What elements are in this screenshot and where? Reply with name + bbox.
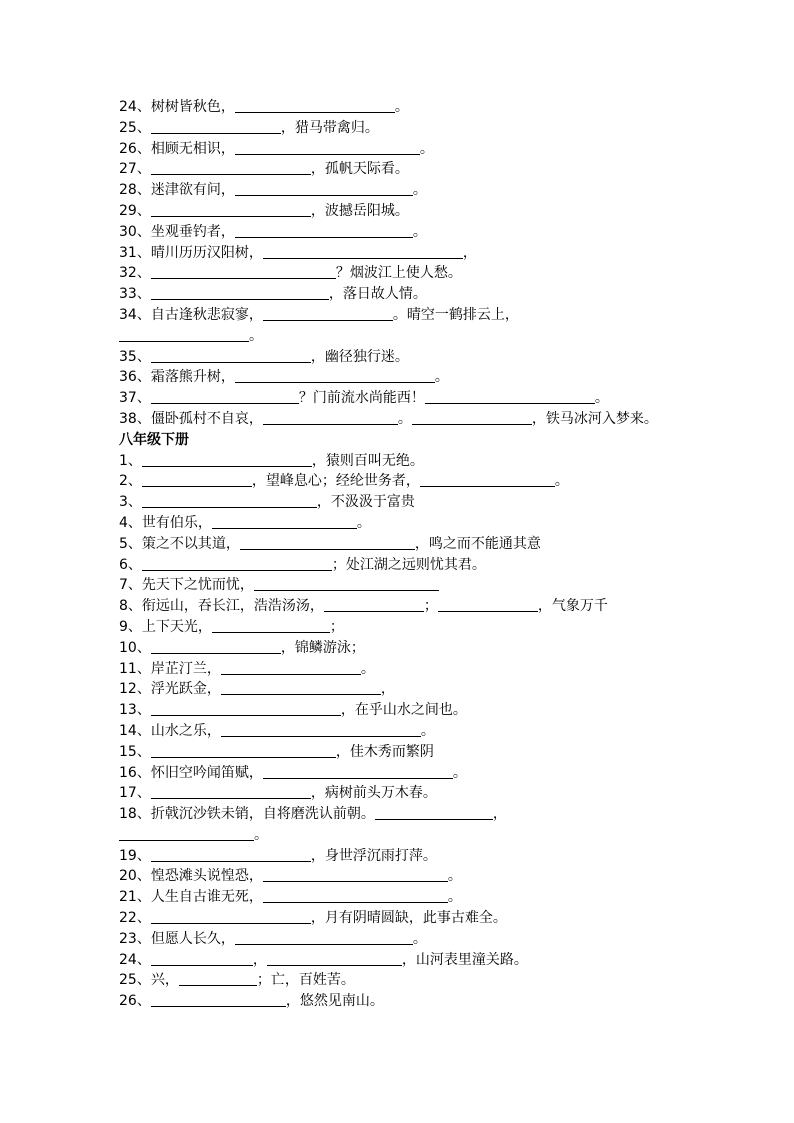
answer-blank[interactable] — [151, 118, 281, 134]
question-line — [119, 700, 719, 721]
question-number: 1 — [119, 452, 128, 469]
question-separator: 、 — [136, 910, 151, 927]
question-number: 22 — [119, 910, 137, 927]
question-text: ，在乎山水之间也。 — [340, 702, 467, 719]
question-separator: 、 — [136, 99, 151, 115]
question-separator: 、 — [136, 868, 151, 885]
question-number: 4 — [119, 514, 128, 531]
question-line — [119, 222, 719, 243]
answer-blank[interactable] — [151, 201, 311, 217]
question-number: 14 — [119, 722, 137, 739]
question-text: 山水之乐， — [150, 722, 221, 739]
question-line — [119, 492, 719, 513]
answer-blank[interactable] — [142, 555, 332, 571]
question-number: 25 — [119, 119, 137, 136]
question-separator: 、 — [136, 306, 151, 323]
question-separator: 、 — [136, 806, 151, 823]
answer-blank[interactable] — [438, 596, 538, 612]
question-text: ；亡，百姓苦。 — [256, 972, 355, 989]
question-separator: 、 — [136, 951, 151, 968]
question-separator: 、 — [136, 161, 151, 178]
question-line — [119, 180, 719, 201]
question-separator: 、 — [127, 535, 142, 552]
question-number: 6 — [119, 556, 128, 573]
question-text: ， — [492, 806, 507, 823]
question-text: ，孤帆天际看。 — [310, 161, 409, 178]
question-line — [119, 929, 719, 950]
answer-blank[interactable] — [212, 513, 357, 529]
question-separator: 、 — [127, 452, 142, 469]
question-separator: 、 — [136, 390, 151, 407]
question-text: 。 — [420, 722, 435, 739]
answer-blank[interactable] — [212, 617, 330, 633]
question-separator: 、 — [127, 577, 142, 594]
question-line — [119, 139, 719, 160]
question-text: ，波撼岳阳城。 — [310, 202, 409, 219]
answer-blank[interactable] — [263, 763, 453, 779]
answer-blank[interactable] — [151, 908, 311, 924]
answer-blank[interactable] — [151, 700, 341, 716]
question-number: 5 — [119, 535, 128, 552]
question-number: 18 — [119, 806, 137, 823]
question-number: 37 — [119, 390, 137, 407]
question-line — [119, 284, 719, 305]
question-number: 31 — [119, 244, 137, 261]
question-number: 34 — [119, 306, 137, 323]
question-text: 岸芷汀兰， — [150, 660, 221, 677]
question-number: 10 — [119, 639, 137, 656]
answer-blank[interactable] — [221, 721, 421, 737]
question-line — [119, 347, 719, 368]
question-separator: 、 — [136, 660, 151, 677]
question-line — [119, 243, 719, 264]
question-text: ； — [423, 598, 438, 615]
answer-blank[interactable] — [263, 409, 398, 425]
question-line — [119, 617, 719, 638]
question-text: 。 — [249, 327, 263, 344]
question-number: 27 — [119, 161, 137, 178]
question-text: 。 — [412, 182, 427, 199]
question-text: 。晴空一鹤排云上， — [392, 306, 519, 323]
question-line — [119, 367, 719, 388]
question-text: 先天下之忧而忧， — [141, 577, 254, 594]
question-text: 。 — [434, 369, 449, 386]
answer-blank[interactable] — [151, 991, 286, 1007]
answer-blank[interactable] — [425, 388, 595, 404]
question-number: 24 — [119, 951, 137, 968]
answer-blank[interactable] — [151, 638, 281, 654]
question-text: 。 — [412, 930, 427, 947]
question-text: 僵卧孤村不自哀， — [150, 410, 263, 427]
question-separator: 、 — [136, 410, 151, 427]
answer-blank[interactable] — [263, 866, 448, 882]
question-text: ，佳木秀而繁阴 — [335, 743, 434, 760]
question-separator: 、 — [136, 785, 151, 802]
question-text: 。 — [360, 660, 375, 677]
question-line — [119, 866, 719, 887]
question-line — [119, 846, 719, 867]
question-separator: 、 — [127, 494, 142, 511]
question-text: ，月有阴晴圆缺，此事古难全。 — [310, 910, 507, 927]
question-number: 3 — [119, 494, 128, 511]
question-number: 17 — [119, 785, 137, 802]
question-separator: 、 — [127, 556, 142, 573]
answer-blank[interactable] — [235, 139, 420, 155]
question-separator: 、 — [136, 702, 151, 719]
question-number: 13 — [119, 702, 137, 719]
question-text: 。 — [452, 764, 467, 781]
question-number: 28 — [119, 182, 137, 199]
question-separator: 、 — [136, 681, 151, 698]
question-text: 树树皆秋色， — [150, 99, 235, 115]
question-number: 19 — [119, 847, 137, 864]
question-line — [119, 97, 719, 118]
answer-blank[interactable] — [235, 929, 413, 945]
answer-blank[interactable] — [142, 471, 252, 487]
question-separator: 、 — [136, 930, 151, 947]
question-line — [119, 721, 719, 742]
question-text: 。 — [554, 473, 569, 490]
question-number: 20 — [119, 868, 137, 885]
answer-blank[interactable] — [412, 409, 532, 425]
question-number: 21 — [119, 889, 137, 906]
answer-blank[interactable] — [263, 887, 448, 903]
question-line — [119, 159, 719, 180]
question-separator: 、 — [127, 598, 142, 615]
question-separator: 、 — [136, 119, 151, 136]
question-text: 。 — [419, 140, 434, 157]
answer-blank[interactable] — [151, 950, 253, 966]
answer-blank[interactable] — [119, 825, 254, 841]
question-text: ，铁马冰河入梦来。 — [531, 410, 658, 427]
question-text: 上下天光， — [141, 618, 212, 635]
question-text: 。 — [447, 889, 462, 906]
answer-blank[interactable] — [179, 970, 257, 986]
question-text: ，鸣之而不能通其意 — [414, 535, 541, 552]
question-number: 26 — [119, 993, 137, 1010]
question-text: ； — [329, 618, 344, 635]
question-text: 。 — [594, 390, 609, 407]
question-number: 9 — [119, 618, 128, 635]
answer-blank[interactable] — [142, 492, 317, 508]
question-separator: 、 — [136, 743, 151, 760]
question-text: ，气象万千 — [537, 598, 608, 615]
question-line — [119, 887, 719, 908]
question-text: ，身世浮沉雨打萍。 — [310, 847, 437, 864]
question-line — [119, 742, 719, 763]
answer-blank[interactable] — [375, 804, 493, 820]
question-number: 7 — [119, 577, 128, 594]
question-text: ，幽径独行迷。 — [310, 348, 409, 365]
question-line — [119, 596, 719, 617]
answer-blank[interactable] — [151, 846, 311, 862]
question-separator: 、 — [136, 286, 151, 303]
answer-blank[interactable] — [151, 263, 336, 279]
answer-blank[interactable] — [119, 326, 249, 342]
question-line — [119, 451, 719, 472]
question-text: 晴川历历汉阳树， — [150, 244, 263, 261]
answer-blank[interactable] — [235, 180, 413, 196]
question-text: ，山河表里潼关路。 — [401, 951, 528, 968]
question-number: 23 — [119, 930, 137, 947]
answer-blank[interactable] — [151, 284, 329, 300]
question-line — [119, 950, 719, 971]
answer-blank[interactable] — [263, 305, 393, 321]
question-text: 衔远山，吞长江，浩浩汤汤， — [141, 598, 324, 615]
question-number: 35 — [119, 348, 137, 365]
answer-blank[interactable] — [254, 575, 439, 591]
question-separator: 、 — [136, 764, 151, 781]
question-separator: 、 — [136, 348, 151, 365]
question-text: 。 — [397, 410, 412, 427]
question-text: ，望峰息心；经纶世务者， — [251, 473, 420, 490]
question-number: 12 — [119, 681, 137, 698]
question-number: 32 — [119, 265, 137, 282]
question-text: ，锦鳞游泳； — [280, 639, 365, 656]
section-heading — [119, 430, 719, 451]
question-separator: 、 — [127, 618, 142, 635]
question-text: 相顾无相识， — [150, 140, 235, 157]
question-separator: 、 — [136, 639, 151, 656]
question-line — [119, 679, 719, 700]
question-line — [119, 201, 719, 222]
question-number: 30 — [119, 223, 137, 240]
answer-blank[interactable] — [151, 159, 311, 175]
question-continuation — [119, 326, 719, 347]
question-separator: 、 — [136, 993, 151, 1010]
question-number: 8 — [119, 598, 128, 615]
question-separator: 、 — [136, 889, 151, 906]
question-line — [119, 908, 719, 929]
question-number: 38 — [119, 410, 137, 427]
question-text: 人生自古谁无死， — [150, 889, 263, 906]
answer-blank[interactable] — [235, 222, 413, 238]
answer-blank[interactable] — [235, 97, 395, 113]
question-text: ，落日故人情。 — [328, 286, 427, 303]
answer-blank[interactable] — [151, 388, 299, 404]
question-text: 霜落熊升树， — [150, 369, 235, 386]
question-text: 。 — [356, 514, 371, 531]
section-heading-text: 八年级下册 — [119, 431, 189, 448]
question-text: 世有伯乐， — [141, 514, 212, 531]
question-line — [119, 991, 719, 1012]
question-line — [119, 555, 719, 576]
question-text: 。 — [412, 223, 427, 240]
question-text: ， — [252, 951, 267, 968]
question-line — [119, 305, 719, 326]
question-text: ；处江湖之远则忧其君。 — [331, 556, 486, 573]
question-separator: 、 — [136, 847, 151, 864]
answer-blank[interactable] — [267, 950, 402, 966]
question-text: ， — [380, 681, 395, 698]
question-separator: 、 — [136, 244, 151, 261]
question-text: ，猿则百叫无绝。 — [311, 452, 424, 469]
question-separator: 、 — [136, 223, 151, 240]
question-line — [119, 471, 719, 492]
question-text: ， — [462, 244, 477, 261]
question-line — [119, 970, 719, 991]
question-line — [119, 118, 719, 139]
question-number: 36 — [119, 369, 137, 386]
question-number: 26 — [119, 140, 137, 157]
question-separator: 、 — [136, 182, 151, 199]
question-separator: 、 — [127, 514, 142, 531]
answer-blank[interactable] — [151, 347, 311, 363]
question-number: 11 — [119, 660, 137, 677]
question-separator: 、 — [136, 972, 151, 989]
question-text: ，不汲汲于富贵 — [316, 494, 415, 511]
question-line — [119, 388, 719, 409]
worksheet — [119, 97, 719, 1012]
question-separator: 、 — [136, 202, 151, 219]
answer-blank[interactable] — [240, 534, 415, 550]
question-line — [119, 513, 719, 534]
question-line — [119, 763, 719, 784]
answer-blank[interactable] — [221, 679, 381, 695]
answer-blank[interactable] — [420, 471, 555, 487]
question-line — [119, 409, 719, 430]
question-text: ？烟波江上使人愁。 — [335, 265, 462, 282]
question-number: 33 — [119, 286, 137, 303]
question-text: 但愿人长久， — [150, 930, 235, 947]
question-text: 。 — [394, 99, 409, 115]
question-line — [119, 534, 719, 555]
question-text: 惶恐滩头说惶恐， — [150, 868, 263, 885]
question-line — [119, 263, 719, 284]
question-text: 折戟沉沙铁未销，自将磨洗认前朝。 — [150, 806, 375, 823]
answer-blank[interactable] — [324, 596, 424, 612]
answer-blank[interactable] — [235, 367, 435, 383]
question-line — [119, 804, 719, 825]
question-line — [119, 783, 719, 804]
answer-blank[interactable] — [142, 451, 312, 467]
question-separator: 、 — [127, 473, 142, 490]
answer-blank[interactable] — [151, 742, 336, 758]
question-text: 兴， — [150, 972, 179, 989]
question-text: 怀旧空吟闻笛赋， — [150, 764, 263, 781]
question-text: ，病树前头万木春。 — [310, 785, 437, 802]
question-number: 15 — [119, 743, 137, 760]
question-text: 策之不以其道， — [141, 535, 240, 552]
answer-blank[interactable] — [221, 659, 361, 675]
question-text: 自古逢秋悲寂寥， — [150, 306, 263, 323]
question-line — [119, 638, 719, 659]
question-text: ？门前流水尚能西！ — [298, 390, 425, 407]
question-text: ，猎马带禽归。 — [280, 119, 379, 136]
answer-blank[interactable] — [263, 243, 463, 259]
question-text: 迷津欲有问， — [150, 182, 235, 199]
question-text: 坐观垂钓者， — [150, 223, 235, 240]
answer-blank[interactable] — [151, 783, 311, 799]
question-continuation — [119, 825, 719, 846]
question-number: 16 — [119, 764, 137, 781]
question-text: 。 — [447, 868, 462, 885]
question-number: 2 — [119, 473, 128, 490]
question-separator: 、 — [136, 369, 151, 386]
question-number: 25 — [119, 972, 137, 989]
question-line — [119, 575, 719, 596]
question-text: 。 — [254, 826, 268, 843]
question-line — [119, 659, 719, 680]
question-text: ，悠然见南山。 — [285, 993, 384, 1010]
question-separator: 、 — [136, 722, 151, 739]
question-number: 24 — [119, 99, 137, 115]
question-text: 浮光跃金， — [150, 681, 221, 698]
question-number: 29 — [119, 202, 137, 219]
question-separator: 、 — [136, 265, 151, 282]
question-separator: 、 — [136, 140, 151, 157]
